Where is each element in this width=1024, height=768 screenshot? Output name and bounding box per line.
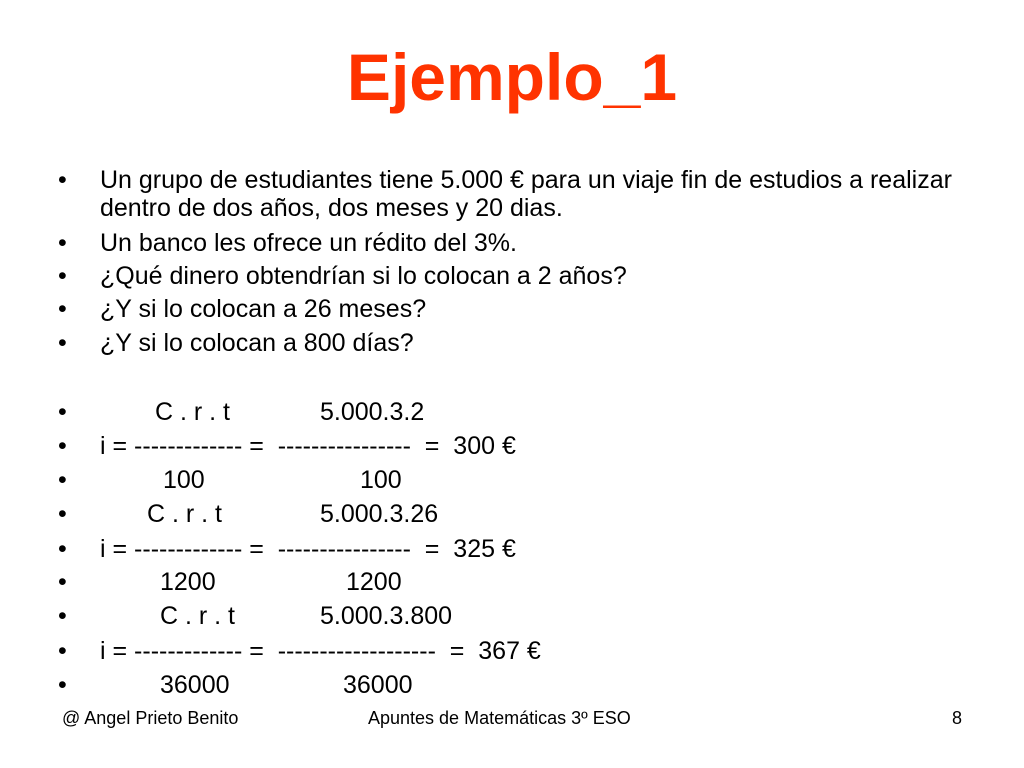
footer-author: @ Angel Prieto Benito bbox=[62, 708, 239, 728]
question-2-years: ¿Qué dinero obtendrían si lo colocan a 2 años? bbox=[100, 262, 627, 290]
formula-2-denominator-left: 1200 bbox=[160, 568, 216, 596]
formula-1-denominator-left: 100 bbox=[163, 466, 205, 494]
bullet-marker: • bbox=[58, 568, 67, 596]
formula-3-numerator-right: 5.000.3.800 bbox=[320, 602, 453, 630]
bullet-marker: • bbox=[58, 262, 67, 290]
question-26-months: ¿Y si lo colocan a 26 meses? bbox=[100, 295, 427, 323]
formula-3-line: i = ------------- = ------------------- = 367 € bbox=[100, 637, 541, 665]
bullet-marker: • bbox=[58, 535, 67, 563]
rate-statement: Un banco les ofrece un rédito del 3%. bbox=[100, 229, 517, 257]
bullet-marker: • bbox=[58, 166, 67, 194]
formula-2-numerator-right: 5.000.3.26 bbox=[320, 500, 439, 528]
bullet-marker: • bbox=[58, 671, 67, 699]
formula-3-denominator-left: 36000 bbox=[160, 671, 230, 699]
slide-title: Ejemplo_1 bbox=[346, 40, 678, 114]
bullet-marker: • bbox=[58, 229, 67, 257]
formula-3-denominator-right: 36000 bbox=[343, 671, 413, 699]
bullet-marker: • bbox=[58, 398, 67, 426]
formula-1-numerator-right: 5.000.3.2 bbox=[320, 398, 425, 426]
page-number: 8 bbox=[952, 708, 963, 728]
bullet-marker: • bbox=[58, 637, 67, 665]
formula-2-numerator-left: C . r . t bbox=[147, 500, 222, 528]
bullet-marker: • bbox=[58, 329, 67, 357]
formula-1-line: i = ------------- = ---------------- = 300 € bbox=[100, 432, 516, 460]
formula-1-denominator-right: 100 bbox=[360, 466, 402, 494]
footer-course: Apuntes de Matemáticas 3º ESO bbox=[368, 708, 631, 728]
formula-2-denominator-right: 1200 bbox=[346, 568, 402, 596]
bullet-marker: • bbox=[58, 432, 67, 460]
formula-2-line: i = ------------- = ---------------- = 325 € bbox=[100, 535, 516, 563]
bullet-marker: • bbox=[58, 500, 67, 528]
question-800-days: ¿Y si lo colocan a 800 días? bbox=[100, 329, 414, 357]
bullet-marker: • bbox=[58, 602, 67, 630]
formula-1-numerator-left: C . r . t bbox=[155, 398, 230, 426]
problem-statement: Un grupo de estudiantes tiene 5.000 € para un viaje fin de estudios a realizar dentro de dos años, dos meses y 20 dias. bbox=[100, 166, 952, 222]
bullet-marker: • bbox=[58, 466, 67, 494]
formula-3-numerator-left: C . r . t bbox=[160, 602, 235, 630]
bullet-marker: • bbox=[58, 295, 67, 323]
